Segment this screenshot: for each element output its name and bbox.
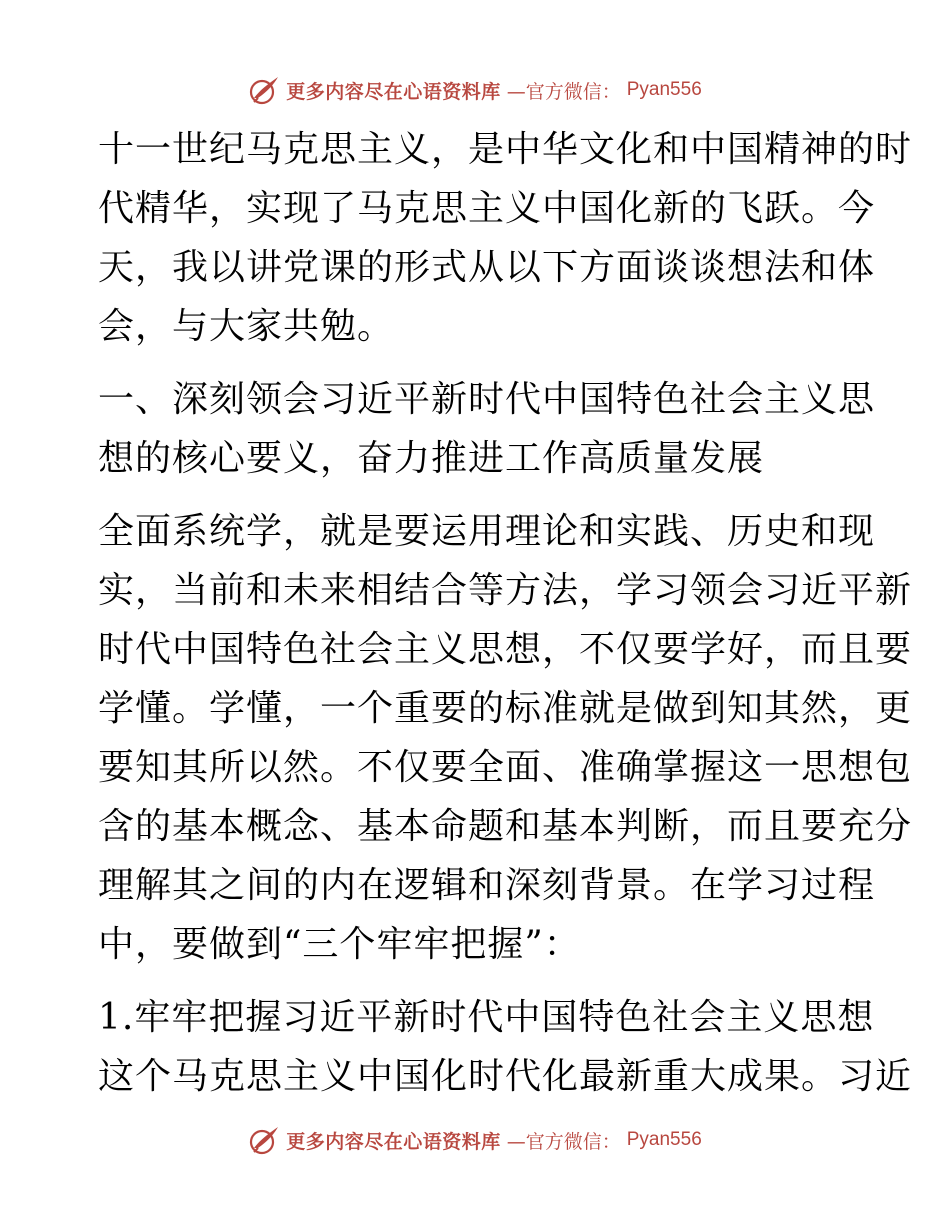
text-line: 学懂。学懂，一个重要的标准就是做到知其然，更	[98, 688, 913, 729]
paragraph-main	[98, 502, 913, 974]
quill-logo-icon	[248, 1124, 280, 1156]
header-banner	[0, 70, 950, 110]
footer-banner	[0, 1120, 950, 1160]
text-line: 中，要做到“三个牢牢把握”：	[98, 924, 581, 965]
text-line: 十一世纪马克思主义，是中华文化和中国精神的时	[98, 129, 913, 170]
banner-title: 更多内容尽在心语资料库	[286, 80, 501, 103]
banner-subtitle: —官方微信：	[506, 1130, 621, 1153]
text-line: 含的基本概念、基本命题和基本判断，而且要充分	[98, 806, 913, 847]
text-line: 理解其之间的内在逻辑和深刻背景。在学习过程	[98, 865, 876, 906]
banner-title: 更多内容尽在心语资料库	[286, 1130, 501, 1153]
document-body	[98, 120, 913, 1106]
section-heading	[98, 370, 876, 488]
text-line: 1.牢牢把握习近平新时代中国特色社会主义思想	[98, 997, 875, 1038]
text-line: 实，当前和未来相结合等方法，学习领会习近平新	[98, 570, 913, 611]
banner-wechat-id: Pyan556	[626, 1129, 702, 1150]
text-line: 全面系统学，就是要运用理论和实践、历史和现	[98, 511, 876, 552]
text-line: 这个马克思主义中国化时代化最新重大成果。习近	[98, 1056, 913, 1097]
heading-line: 想的核心要义，奋力推进工作高质量发展	[98, 438, 765, 479]
quill-logo-icon	[248, 74, 280, 106]
text-line: 会，与大家共勉。	[98, 306, 395, 347]
banner-subtitle: —官方微信：	[506, 80, 621, 103]
text-line: 代精华，实现了马克思主义中国化新的飞跃。今	[98, 188, 876, 229]
paragraph-intro	[98, 120, 913, 356]
text-line: 天，我以讲党课的形式从以下方面谈谈想法和体	[98, 247, 876, 288]
heading-line: 一、深刻领会习近平新时代中国特色社会主义思	[98, 379, 876, 420]
paragraph-point-1	[98, 988, 913, 1106]
text-line: 要知其所以然。不仅要全面、准确掌握这一思想包	[98, 747, 913, 788]
banner-wechat-id: Pyan556	[626, 79, 702, 100]
text-line: 时代中国特色社会主义思想，不仅要学好，而且要	[98, 629, 913, 670]
